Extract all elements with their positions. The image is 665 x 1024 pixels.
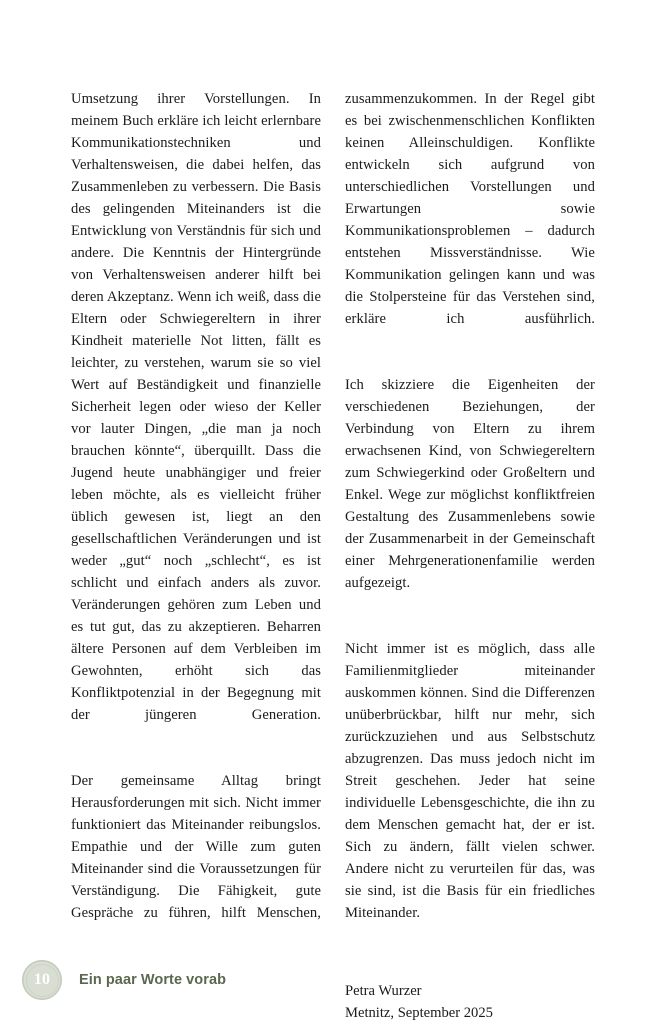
page-number-badge — [22, 960, 62, 1000]
running-head: Ein paar Worte vorab — [79, 972, 227, 988]
signature-place-date: Metnitz, September 2025 — [345, 1005, 493, 1021]
page-number: 10 — [33, 971, 51, 988]
paragraph: Umsetzung ihrer Vorstellungen. In meinem Buch erkläre ich leicht erlernbare Kommunikationstechniken und Verhaltensweisen, die dabei helfen, das Zusammenleben zu verbessern. Die Basis des gelingenden Miteinanders ist die Entwicklung von Verständnis für sich und andere. Die Kenntnis der Hintergründe von Verhaltensweisen anderer hilft bei deren Akzeptanz. Wenn ich weiß, dass die Eltern oder Schwiegereltern in ihrer Kindheit materielle Not litten, fällt es leichter, zu verstehen, warum sie so viel Wert auf Beständigkeit und finanzielle Sicherheit legen oder wieso der Keller vor lauter Dingen, „die man ja noch brauchen könnte“, überquillt. Dass die Jugend heute unabhängiger und freier leben möchte, als es vielleicht früher üblich gewesen ist, liegt an den gesellschaftlichen Veränderungen und ist weder „gut“ noch „schlecht“, es ist schlicht und einfach anders als zuvor. Veränderungen gehören zum Leben und es tut gut, das zu akzeptieren. Beharren ältere Personen auf dem Verbleiben im Gewohnten, erhöht sich das Konfliktpotenzial in der Begegnung mit der jüngeren Generation. — [71, 91, 321, 723]
column-right — [345, 88, 595, 1024]
paragraph: zusammenzukommen. In der Regel gibt es bei zwischenmenschlichen Konflikten keinen Alleinschuldigen. Konflikte entwickeln sich aufgrund von unterschiedlichen Vorstellungen und Erwartungen sowie Kommunikationsproblemen – dadurch entstehen Missverständnisse. Wie Kommunikation gelingen kann und was die Stolpersteine für das Verstehen sind, erkläre ich ausführlich. — [345, 91, 595, 327]
page-footer — [0, 952, 665, 1008]
paragraph: Nicht immer ist es möglich, dass alle Familienmitglieder miteinander auskommen können. Sind die Differenzen unüberbrückbar, hilft nur mehr, sich zurückzuziehen und aus Selbstschutz abzugrenzen. Das muss jedoch nicht im Streit geschehen. Jeder hat seine individuelle Lebensgeschichte, die ihn zu dem Menschen gemacht hat, der er ist. Sich zu ändern, fällt vielen schwer. Andere nicht zu verurteilen für das, was sie sind, ist die Basis für ein friedliches Miteinander. — [345, 641, 595, 921]
paragraph: Ich skizziere die Eigenheiten der verschiedenen Beziehungen, der Verbindung von Eltern zu ihrem erwachsenen Kind, von Schwiegereltern zum Schwiegerkind oder Großeltern und Enkel. Wege zur möglichst konfliktfreien Gestaltung des Zusammenlebens sowie der Zusammenarbeit in der Gemeinschaft einer Mehrgenerationenfamilie werden aufgezeigt. — [345, 377, 595, 591]
paragraph: Der gemeinsame Alltag bringt Herausforderungen mit sich. Nicht immer funktioniert das Miteinander reibungslos. Empathie und der Wille zum guten Miteinander sind die Voraussetzungen für Verständigung. Die Fähigkeit, gute Gespräche zu führen, hilft Menschen, — [71, 773, 321, 921]
signature-author: Petra Wurzer — [345, 983, 422, 999]
column-left — [71, 88, 321, 946]
